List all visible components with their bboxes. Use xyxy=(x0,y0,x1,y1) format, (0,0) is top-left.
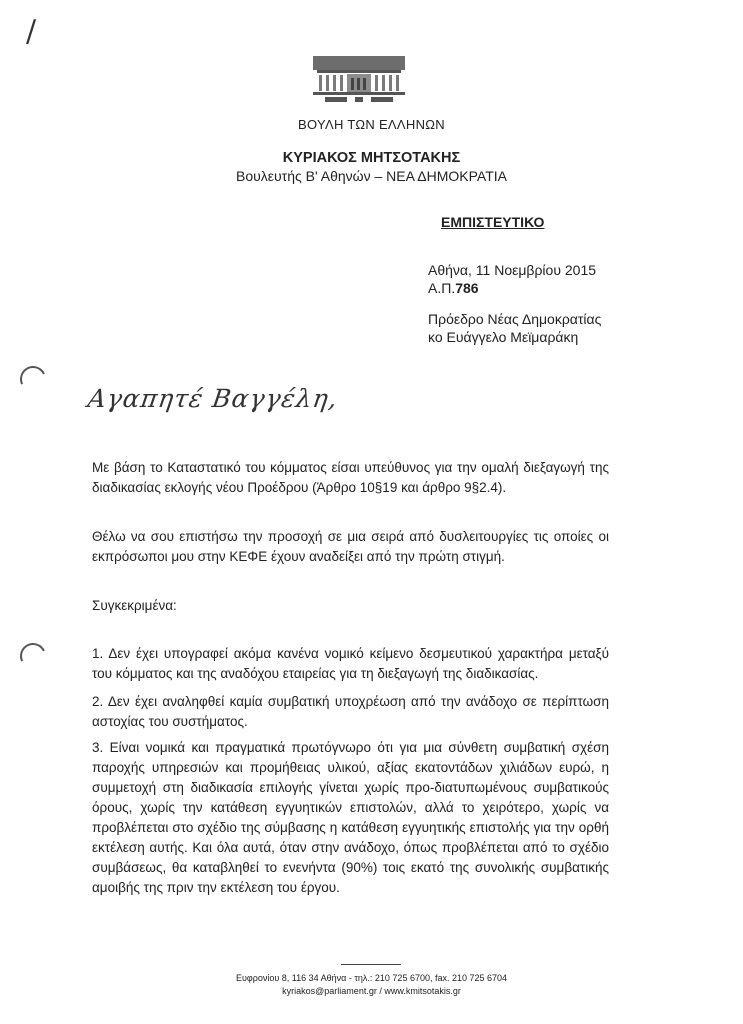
footer-address: Ευφρονίου 8, 116 34 Αθήνα - τηλ.: 210 725 6700, fax. 210 725 6704 xyxy=(235,973,508,983)
list-item: 3. Είναι νομικά και πραγματικά πρωτόγνωρο ότι για μια σύνθετη συμβατική σχέση παροχής υπηρεσιών και προμήθειας υλικού, αξίας εκατοντάδων χιλιάδων ευρώ, η συμμετοχή στη διαδικασία επιλογής γίνεται χωρίς προ-διατυπωμένους συμβατικούς όρους, χωρίς την κατάθεση εγγυητικών επιστολών, αλλά το χειρότερο, χωρίς να προβλέπεται στο σχέδιο της σύμβασης η κατάθεση εγγυητικής επιστολής για την ορθή εκτέλεση αυτής. Και όλα αυτά, όταν στην ανάδοχο, όπως προβλέπεται από το σχέδιο συμβάσεως, θα καταβληθεί το ενενήντα (90%) τοις εκατό της συνολικής συμβατικής αμοιβής της πριν την εκτέλεση του έργου. xyxy=(92,740,609,895)
parliament-building-icon xyxy=(311,56,407,106)
punch-hole-mark xyxy=(16,362,49,395)
body-paragraph: Συγκεκριμένα: xyxy=(92,598,177,613)
author-title: Βουλευτής Β' Αθηνών – ΝΕΑ ΔΗΜΟΚΡΑΤΙΑ xyxy=(235,168,508,184)
body-paragraph: Θέλω να σου επιστήσω την προσοχή σε μια σειρά από δυσλειτουργίες τις οποίες οι εκπρόσωποι μου στην ΚΕΦΕ έχουν αναδείξει από την πρώτη στιγμή. xyxy=(92,529,609,564)
margin-mark: / xyxy=(26,14,37,49)
footer-contact: kyriakos@parliament.gr / www.kmitsotakis.gr xyxy=(282,986,461,996)
recipient-line-2: κο Ευάγγελο Μεϊμαράκη xyxy=(428,329,579,345)
footer-divider xyxy=(341,964,401,965)
list-item: 1. Δεν έχει υπογραφεί ακόμα κανένα νομικό κείμενο δεσμευτικού χαρακτήρα μεταξύ του κόμματος και της αναδόχου εταιρείας για τη διεξαγωγή της διαδικασίας. xyxy=(92,646,609,681)
handwritten-salutation: Αγαπητέ Βαγγέλη, xyxy=(85,384,340,413)
confidential-label: ΕΜΠΙΣΤΕΥΤΙΚΟ xyxy=(441,214,545,230)
parliament-name: ΒΟΥΛΗ ΤΩΝ ΕΛΛΗΝΩΝ xyxy=(298,117,445,132)
reference-value: 786 xyxy=(455,280,479,296)
list-item: 2. Δεν έχει αναληφθεί καμία συμβατική υποχρέωση από την ανάδοχο σε περίπτωση αστοχίας του συστήματος. xyxy=(92,694,609,729)
reference-prefix: Α.Π. xyxy=(428,280,456,296)
author-name: ΚΥΡΙΑΚΟΣ ΜΗΤΣΟΤΑΚΗΣ xyxy=(282,150,461,166)
reference-number xyxy=(428,280,479,296)
body-paragraph: Με βάση το Καταστατικό του κόμματος είσαι υπεύθυνος για την ομαλή διεξαγωγή της διαδικασίας εκλογής νέου Προέδρου (Άρθρο 10§19 και άρθρο 9§2.4). xyxy=(92,460,609,495)
punch-hole-mark xyxy=(16,639,49,672)
recipient-line-1: Πρόεδρο Νέας Δημοκρατίας xyxy=(428,311,602,327)
letter-date: Αθήνα, 11 Νοεμβρίου 2015 xyxy=(428,262,597,278)
